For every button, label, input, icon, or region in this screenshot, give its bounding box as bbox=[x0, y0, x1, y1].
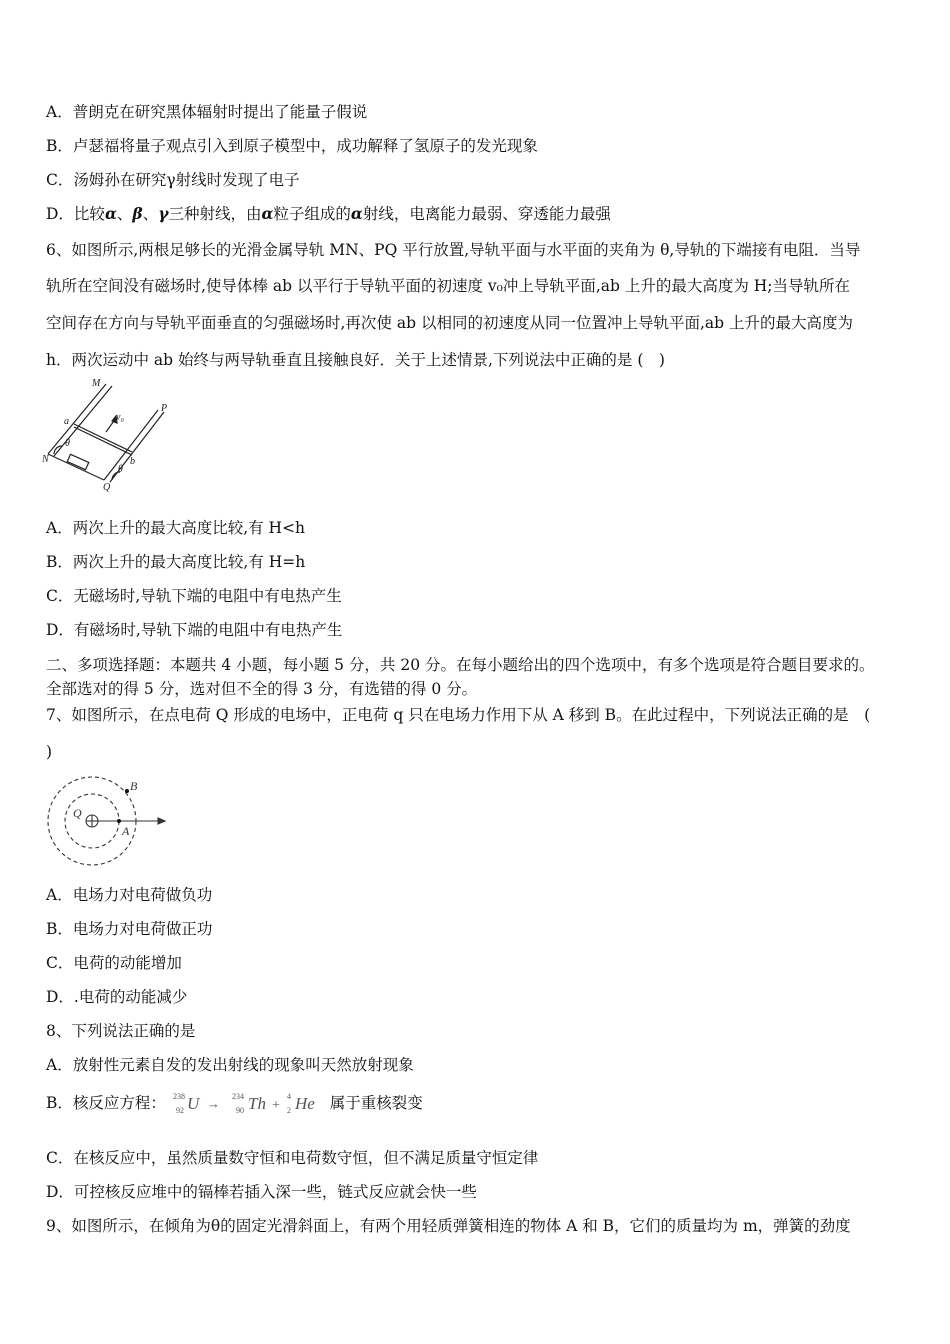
q5-d-middle: 三种射线，由 bbox=[168, 205, 262, 223]
label-theta-1: θ bbox=[65, 438, 70, 449]
q5-d-middle-2: 粒子组成的 bbox=[273, 205, 351, 223]
q8-b-prefix: B．核反应方程： bbox=[46, 1094, 166, 1112]
q7-option-a: A．电场力对电荷做负功 bbox=[46, 886, 213, 904]
label-A-point: A bbox=[122, 824, 130, 838]
he-atomic-number: 2 bbox=[286, 1106, 291, 1115]
q9-stem-line-1: 9、如图所示，在倾角为θ的固定光滑斜面上，有两个用轻质弹簧相连的物体 A 和 B，它们的质量均为 m，弹簧的劲度 bbox=[46, 1217, 851, 1235]
label-M: M bbox=[92, 378, 101, 389]
q7-stem-line-2: ) bbox=[46, 743, 53, 761]
th-symbol: Th bbox=[247, 1094, 266, 1113]
label-v0: v₀ bbox=[116, 412, 124, 423]
label-theta-2: θ bbox=[118, 464, 123, 475]
q6-option-b: B．两次上升的最大高度比较,有 H=h bbox=[46, 553, 306, 571]
section2-line-2: 全部选对的得 5 分，选对但不全的得 3 分，有选错的得 0 分。 bbox=[46, 680, 478, 698]
q7-option-d: D．.电荷的动能减少 bbox=[46, 988, 188, 1006]
gamma-symbol: γ bbox=[158, 204, 169, 223]
point-A-dot bbox=[117, 819, 121, 823]
label-B-point: B bbox=[130, 779, 138, 793]
q5-d-prefix: D．比较 bbox=[46, 205, 105, 223]
he-mass-number: 4 bbox=[286, 1092, 291, 1101]
q8-option-d: D．可控核反应堆中的镉棒若插入深一些，链式反应就会快一些 bbox=[46, 1183, 477, 1201]
alpha-symbol-3: α bbox=[350, 204, 363, 223]
th-atomic-number: 90 bbox=[235, 1106, 244, 1115]
rail-diagram bbox=[40, 376, 180, 496]
q7-option-b: B．电场力对电荷做正功 bbox=[46, 920, 213, 938]
label-P: P bbox=[161, 403, 168, 414]
label-Q-charge: Q bbox=[73, 806, 82, 820]
u-mass-number: 238 bbox=[172, 1092, 185, 1101]
label-a: a bbox=[64, 416, 69, 427]
q5-option-d bbox=[46, 203, 611, 225]
q5-d-separator-1: 、 bbox=[116, 205, 133, 223]
u-symbol: U bbox=[186, 1094, 200, 1113]
q5-option-b: B．卢瑟福将量子观点引入到原子模型中，成功解释了氢原子的发光现象 bbox=[46, 137, 538, 155]
he-symbol: He bbox=[294, 1094, 315, 1113]
q6-option-d: D．有磁场时,导轨下端的电阻中有电热产生 bbox=[46, 621, 343, 639]
alpha-symbol: α bbox=[104, 204, 117, 223]
point-charge-diagram bbox=[44, 774, 174, 868]
q6-stem-line-1: 6、如图所示,两根足够长的光滑金属导轨 MN、PQ 平行放置,导轨平面与水平面的夹角为 θ,导轨的下端接有电阻．当导 bbox=[46, 241, 861, 259]
q8-option-b bbox=[46, 1089, 423, 1119]
alpha-symbol-2: α bbox=[261, 204, 274, 223]
nuclear-equation bbox=[171, 1089, 325, 1119]
q5-option-c: C．汤姆孙在研究γ射线时发现了电子 bbox=[46, 171, 300, 189]
q5-d-separator-2: 、 bbox=[142, 205, 159, 223]
plus-sign: + bbox=[271, 1098, 280, 1113]
q6-stem-line-4: h．两次运动中 ab 始终与两导轨垂直且接触良好．关于上述情景,下列说法中正确的是 ( ) bbox=[46, 351, 665, 369]
q6-stem-line-2: 轨所在空间没有磁场时,使导体棒 ab 以平行于导轨平面的初速度 v₀冲上导轨平面,ab 上升的最大高度为 H;当导轨所在 bbox=[46, 277, 851, 295]
label-N: N bbox=[42, 454, 49, 465]
q8-b-suffix: 属于重核裂变 bbox=[329, 1094, 423, 1112]
beta-symbol: β bbox=[132, 204, 143, 223]
label-Q: Q bbox=[103, 482, 111, 493]
section2-line-1: 二、多项选择题：本题共 4 小题，每小题 5 分，共 20 分。在每小题给出的四个选项中，有多个选项是符合题目要求的。 bbox=[46, 656, 875, 674]
q7-stem-line-1: 7、如图所示，在点电荷 Q 形成的电场中，正电荷 q 只在电场力作用下从 A 移到 B。在此过程中，下列说法正确的是 ( bbox=[46, 706, 871, 724]
q8-option-a: A．放射性元素自发的发出射线的现象叫天然放射现象 bbox=[46, 1056, 414, 1074]
q6-option-c: C．无磁场时,导轨下端的电阻中有电热产生 bbox=[46, 587, 342, 605]
q7-option-c: C．电荷的动能增加 bbox=[46, 954, 182, 972]
q8-stem: 8、下列说法正确的是 bbox=[46, 1022, 196, 1040]
label-b: b bbox=[130, 456, 135, 467]
reaction-arrow: → bbox=[206, 1096, 220, 1111]
q5-option-a: A．普朗克在研究黑体辐射时提出了能量子假说 bbox=[46, 103, 368, 121]
q6-stem-line-3: 空间存在方向与导轨平面垂直的匀强磁场时,再次使 ab 以相同的初速度从同一位置冲上导轨平面,ab 上升的最大高度为 bbox=[46, 314, 853, 332]
q8-option-c: C．在核反应中，虽然质量数守恒和电荷数守恒，但不满足质量守恒定律 bbox=[46, 1149, 539, 1167]
q6-option-a: A．两次上升的最大高度比较,有 H<h bbox=[46, 519, 306, 537]
point-B-dot bbox=[125, 789, 129, 793]
th-mass-number: 234 bbox=[231, 1092, 244, 1101]
q5-d-end: 射线，电离能力最弱、穿透能力最强 bbox=[362, 205, 611, 223]
u-atomic-number: 92 bbox=[175, 1106, 184, 1115]
